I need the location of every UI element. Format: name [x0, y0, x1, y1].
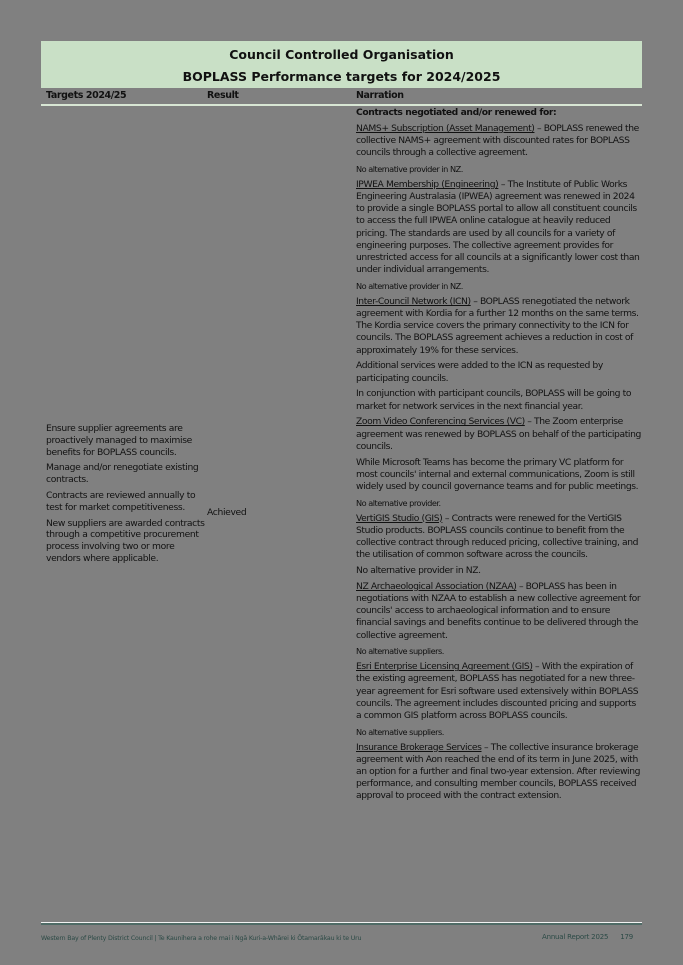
item-title: Esri Enterprise Licensing Agreement (GIS) [356, 661, 533, 673]
header-targets: Targets 2024/25 [46, 90, 127, 101]
report-title: Annual Report 2025 [542, 933, 609, 941]
footer-divider-accent [41, 923, 642, 925]
target-item: Contracts are reviewed annually to test for market competitiveness. [46, 489, 196, 513]
item-title: Inter-Council Network (ICN) [356, 295, 471, 307]
narration-para: Additional services were added to the ICN as requested by participating councils. [356, 360, 603, 384]
narration-item: VertiGIS Studio (GIS) – Contracts were renewed for the VertiGIS Studio products. BOPLASS councils continue to benefit from the collective contract through reduced pricing, collective training, and the utilisation of common software across the councils. [356, 512, 639, 561]
title-banner [41, 41, 642, 88]
footer-report-info [542, 933, 633, 941]
narration-note: No alternative provider in NZ. [356, 164, 463, 174]
footer-council-name: Western Bay of Plenty District Council | Te Kaunihera a rohe mai i Ngā Kuri-a-Whārei ki Ōtamarākau ki te Uru [41, 935, 362, 942]
targets-cell [46, 423, 206, 569]
narration-item: Esri Enterprise Licensing Agreement (GIS) – With the expiration of the existing agreement, BOPLASS has negotiated for a new three-year agreement for Esri software used extensively within BOPLASS councils. The agreement includes discounted pricing and supports a common GIS platform across BOPLASS councils. [356, 661, 639, 722]
header-narration: Narration [356, 90, 404, 101]
title-line-1: Council Controlled Organisation [229, 47, 454, 62]
narration-item: Zoom Video Conferencing Services (VC) – The Zoom enterprise agreement was renewed by BOPLASS on behalf of the participating councils. [356, 416, 641, 452]
narration-item: IPWEA Membership (Engineering) – The Institute of Public Works Engineering Australasia (IPWEA) agreement was renewed in 2024 to provide a single BOPLASS portal to allow all constituent councils to access the full IPWEA online catalogue at heavily reduced pricing. The standards are used by all councils for a variety of engineering purposes. The collective agreement provides for unrestricted access for all councils at a significantly lower cost than under individual arrangements. [356, 178, 640, 276]
item-title: VertiGIS Studio (GIS) [356, 512, 443, 524]
narration-note: No alternative provider. [356, 497, 441, 508]
target-item: New suppliers are awarded contracts through a competitive procurement process involving two or more vendors where applicable. [46, 517, 205, 564]
table-header-row [41, 88, 642, 104]
narration-item: NAMS+ Subscription (Asset Management) – BOPLASS renewed the collective NAMS+ agreement with discounted rates for BOPLASS councils through a collective agreement. [356, 122, 639, 159]
narration-item: Inter-Council Network (ICN) – BOPLASS renegotiated the network agreement with Kordia for a further 12 months on the same terms. The Kordia service covers the primary connectivity to the ICN for councils. The BOPLASS agreement achieves a reduction in cost of approximately 19% for these services. [356, 295, 639, 356]
narration-note: No alternative provider in NZ. [356, 281, 463, 292]
narration-note: No alternative suppliers. [356, 646, 444, 657]
header-divider [41, 104, 642, 106]
narration-cell [356, 107, 642, 806]
target-item: Manage and/or renegotiate existing contracts. [46, 462, 199, 486]
target-item: Ensure supplier agreements are proactively managed to maximise benefits for BOPLASS councils. [46, 423, 192, 458]
narration-para: In conjunction with participant councils, BOPLASS will be going to market for network services in the next financial year. [356, 388, 632, 412]
narration-para: No alternative provider in NZ. [356, 565, 481, 577]
narration-intro: Contracts negotiated and/or renewed for: [356, 107, 557, 118]
item-title: Zoom Video Conferencing Services (VC) [356, 416, 525, 428]
item-title: NZ Archaeological Association (NZAA) [356, 580, 517, 592]
narration-item: Insurance Brokerage Services – The collective insurance brokerage agreement with Aon reached the end of its term in June 2025, with an option for a further and final two-year extension. After reviewing performance, and consulting member councils, BOPLASS received approval to proceed with the contract extension. [356, 741, 641, 802]
narration-note: No alternative suppliers. [356, 726, 444, 737]
narration-para: While Microsoft Teams has become the primary VC platform for most councils' internal and external communications, Zoom is still widely used by council governance teams and for public meetings. [356, 456, 639, 493]
item-title: Insurance Brokerage Services [356, 741, 482, 753]
header-result: Result [207, 90, 239, 101]
item-title: NAMS+ Subscription (Asset Management) [356, 122, 535, 134]
narration-item: NZ Archaeological Association (NZAA) – BOPLASS has been in negotiations with NZAA to establish a new collective agreement for councils' access to archaeological information and to ensure financial savings and benefits continue to be delivered through the collective agreement. [356, 580, 641, 641]
title-line-2: BOPLASS Performance targets for 2024/2025 [182, 69, 501, 84]
item-title: IPWEA Membership (Engineering) [356, 178, 499, 190]
result-cell: Achieved [207, 507, 247, 518]
page-number: 179 [620, 933, 633, 941]
